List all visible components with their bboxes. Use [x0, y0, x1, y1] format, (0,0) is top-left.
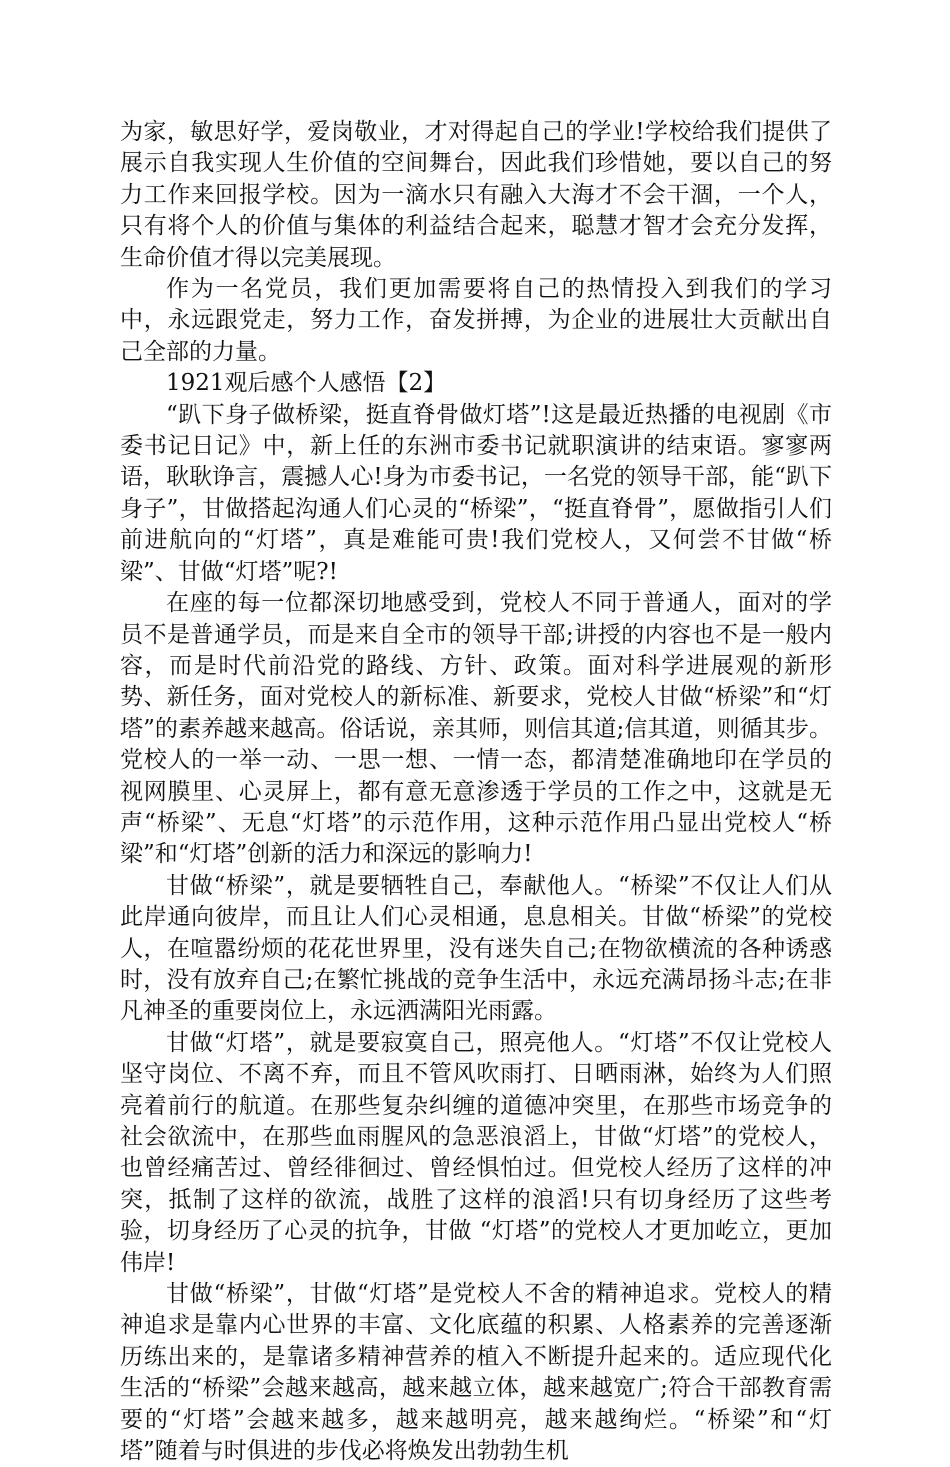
- document-page: [120, 117, 832, 1467]
- paragraph-lighthouse: 甘做“灯塔”，就是要寂寞自己，照亮他人。“灯塔”不仅让党校人坚守岗位、不离不弃，而且不管风吹雨打、日晒雨淋，始终为人们照亮着前行的航道。在那些复杂纠缠的道德冲突里，在那些市场竞争的社会欲流中，在那些血雨腥风的急恶浪滔上，甘做“灯塔”的党校人，也曾经痛苦过、曾经徘徊过、曾经惧怕过。但党校人经历了这样的冲突，抵制了这样的欲流，战胜了这样的浪滔!只有切身经历了这些考验，切身经历了心灵的抗争，甘做 “灯塔”的党校人才更加屹立，更加伟岸!: [120, 1029, 832, 1276]
- section-heading: 1921观后感个人感悟【2】: [166, 370, 447, 397]
- paragraph-spiritual-pursuit: 甘做“桥梁”，甘做“灯塔”是党校人不舍的精神追求。党校人的精神追求是靠内心世界的丰富、文化底蕴的积累、人格素养的完善逐渐历练出来的，是靠诸多精神营养的植入不断提升起来的。适应现代化生活的“桥梁”会越来越高，越来越立体，越来越宽广;符合干部教育需要的“灯塔”会越来越多，越来越明亮，越来越绚烂。“桥梁”和“灯塔”随着与时俱进的步伐必将焕发出勃勃生机: [120, 1281, 832, 1465]
- paragraph-quote-intro: “趴下身子做桥梁，挺直脊骨做灯塔”!这是最近热播的电视剧《市委书记日记》中，新上任的东洲市委书记就职演讲的结束语。寥寥两语，耿耿诤言，震撼人心!身为市委书记，一名党的领导干部，能“趴下身子”，甘做搭起沟通人们心灵的“桥梁”，“挺直脊骨”，愿做指引人们前进航向的“灯塔”，真是难能可贵!我们党校人，又何尝不甘做“桥梁”、甘做“灯塔”呢?!: [120, 401, 832, 585]
- paragraph-bridge: 甘做“桥梁”，就是要牺牲自己，奉献他人。“桥梁”不仅让人们从此岸通向彼岸，而且让人们心灵相通，息息相关。甘做“桥梁”的党校人，在喧嚣纷烦的花花世界里，没有迷失自己;在物欲横流的各种诱惑时，没有放弃自己;在繁忙挑战的竞争生活中，永远充满昂扬斗志;在非凡神圣的重要岗位上，永远洒满阳光雨露。: [120, 872, 832, 1025]
- paragraph-continuation: 为家，敏思好学，爱岗敬业，才对得起自己的学业!学校给我们提供了展示自我实现人生价值的空间舞台，因此我们珍惜她，要以自己的努力工作来回报学校。因为一滴水只有融入大海才不会干涸，一个人，只有将个人的价值与集体的利益结合起来，聪慧才智才会充分发挥，生命价值才得以完美展现。: [120, 119, 832, 271]
- paragraph-party-school: 在座的每一位都深切地感受到，党校人不同于普通人，面对的学员不是普通学员，而是来自全市的领导干部;讲授的内容也不是一般内容，而是时代前沿党的路线、方针、政策。面对科学进展观的新形势、新任务，面对党校人的新标准、新要求，党校人甘做“桥梁”和“灯塔”的素养越来越高。俗话说，亲其师，则信其道;信其道，则循其步。党校人的一举一动、一思一想、一情一态，都清楚准确地印在学员的视网膜里、心灵屏上，都有意无意渗透于学员的工作之中，这就是无声“桥梁”、无息“灯塔”的示范作用，这种示范作用凸显出党校人“桥梁”和“灯塔”创新的活力和深远的影响力!: [120, 590, 832, 868]
- paragraph-party-member: 作为一名党员，我们更加需要将自己的热情投入到我们的学习中，永远跟党走，努力工作，奋发拼搏，为企业的进展壮大贡献出自己全部的力量。: [120, 276, 832, 365]
